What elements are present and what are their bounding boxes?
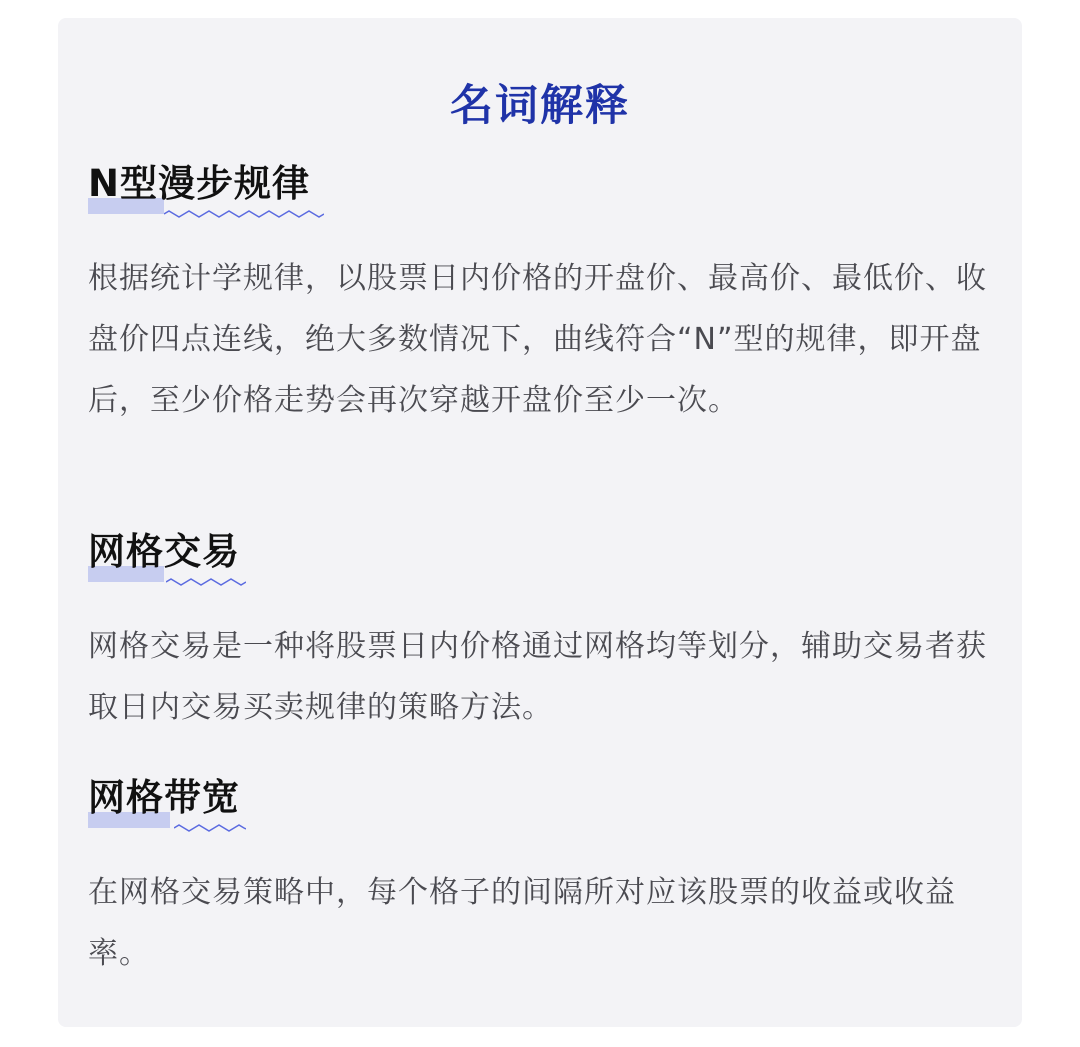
- glossary-title: 名词解释: [450, 81, 630, 131]
- term-label: 网格交易: [88, 530, 240, 573]
- term-label: 网格带宽: [88, 776, 240, 819]
- term-label: N型漫步规律: [88, 162, 310, 205]
- glossary-section-grid-trading: [88, 526, 992, 738]
- glossary-card: [58, 18, 1022, 1027]
- spellcheck-underline: [164, 210, 324, 218]
- term-description: 在网格交易策略中，每个格子的间隔所对应该股票的收益或收益率。: [88, 875, 956, 971]
- term-description: 网格交易是一种将股票日内价格通过网格均等划分，辅助交易者获取日内交易买卖规律的策略方法。: [88, 629, 987, 725]
- term-heading: [88, 158, 310, 210]
- glossary-section-grid-bandwidth: [88, 772, 992, 984]
- term-heading: [88, 772, 240, 824]
- term-heading: [88, 526, 240, 578]
- spellcheck-underline: [174, 824, 246, 832]
- term-description: 根据统计学规律，以股票日内价格的开盘价、最高价、最低价、收盘价四点连线，绝大多数情况下，曲线符合“N”型的规律，即开盘后，至少价格走势会再次穿越开盘价至少一次。: [88, 261, 987, 418]
- spellcheck-underline: [166, 578, 246, 586]
- glossary-section-n-walk: [88, 158, 992, 431]
